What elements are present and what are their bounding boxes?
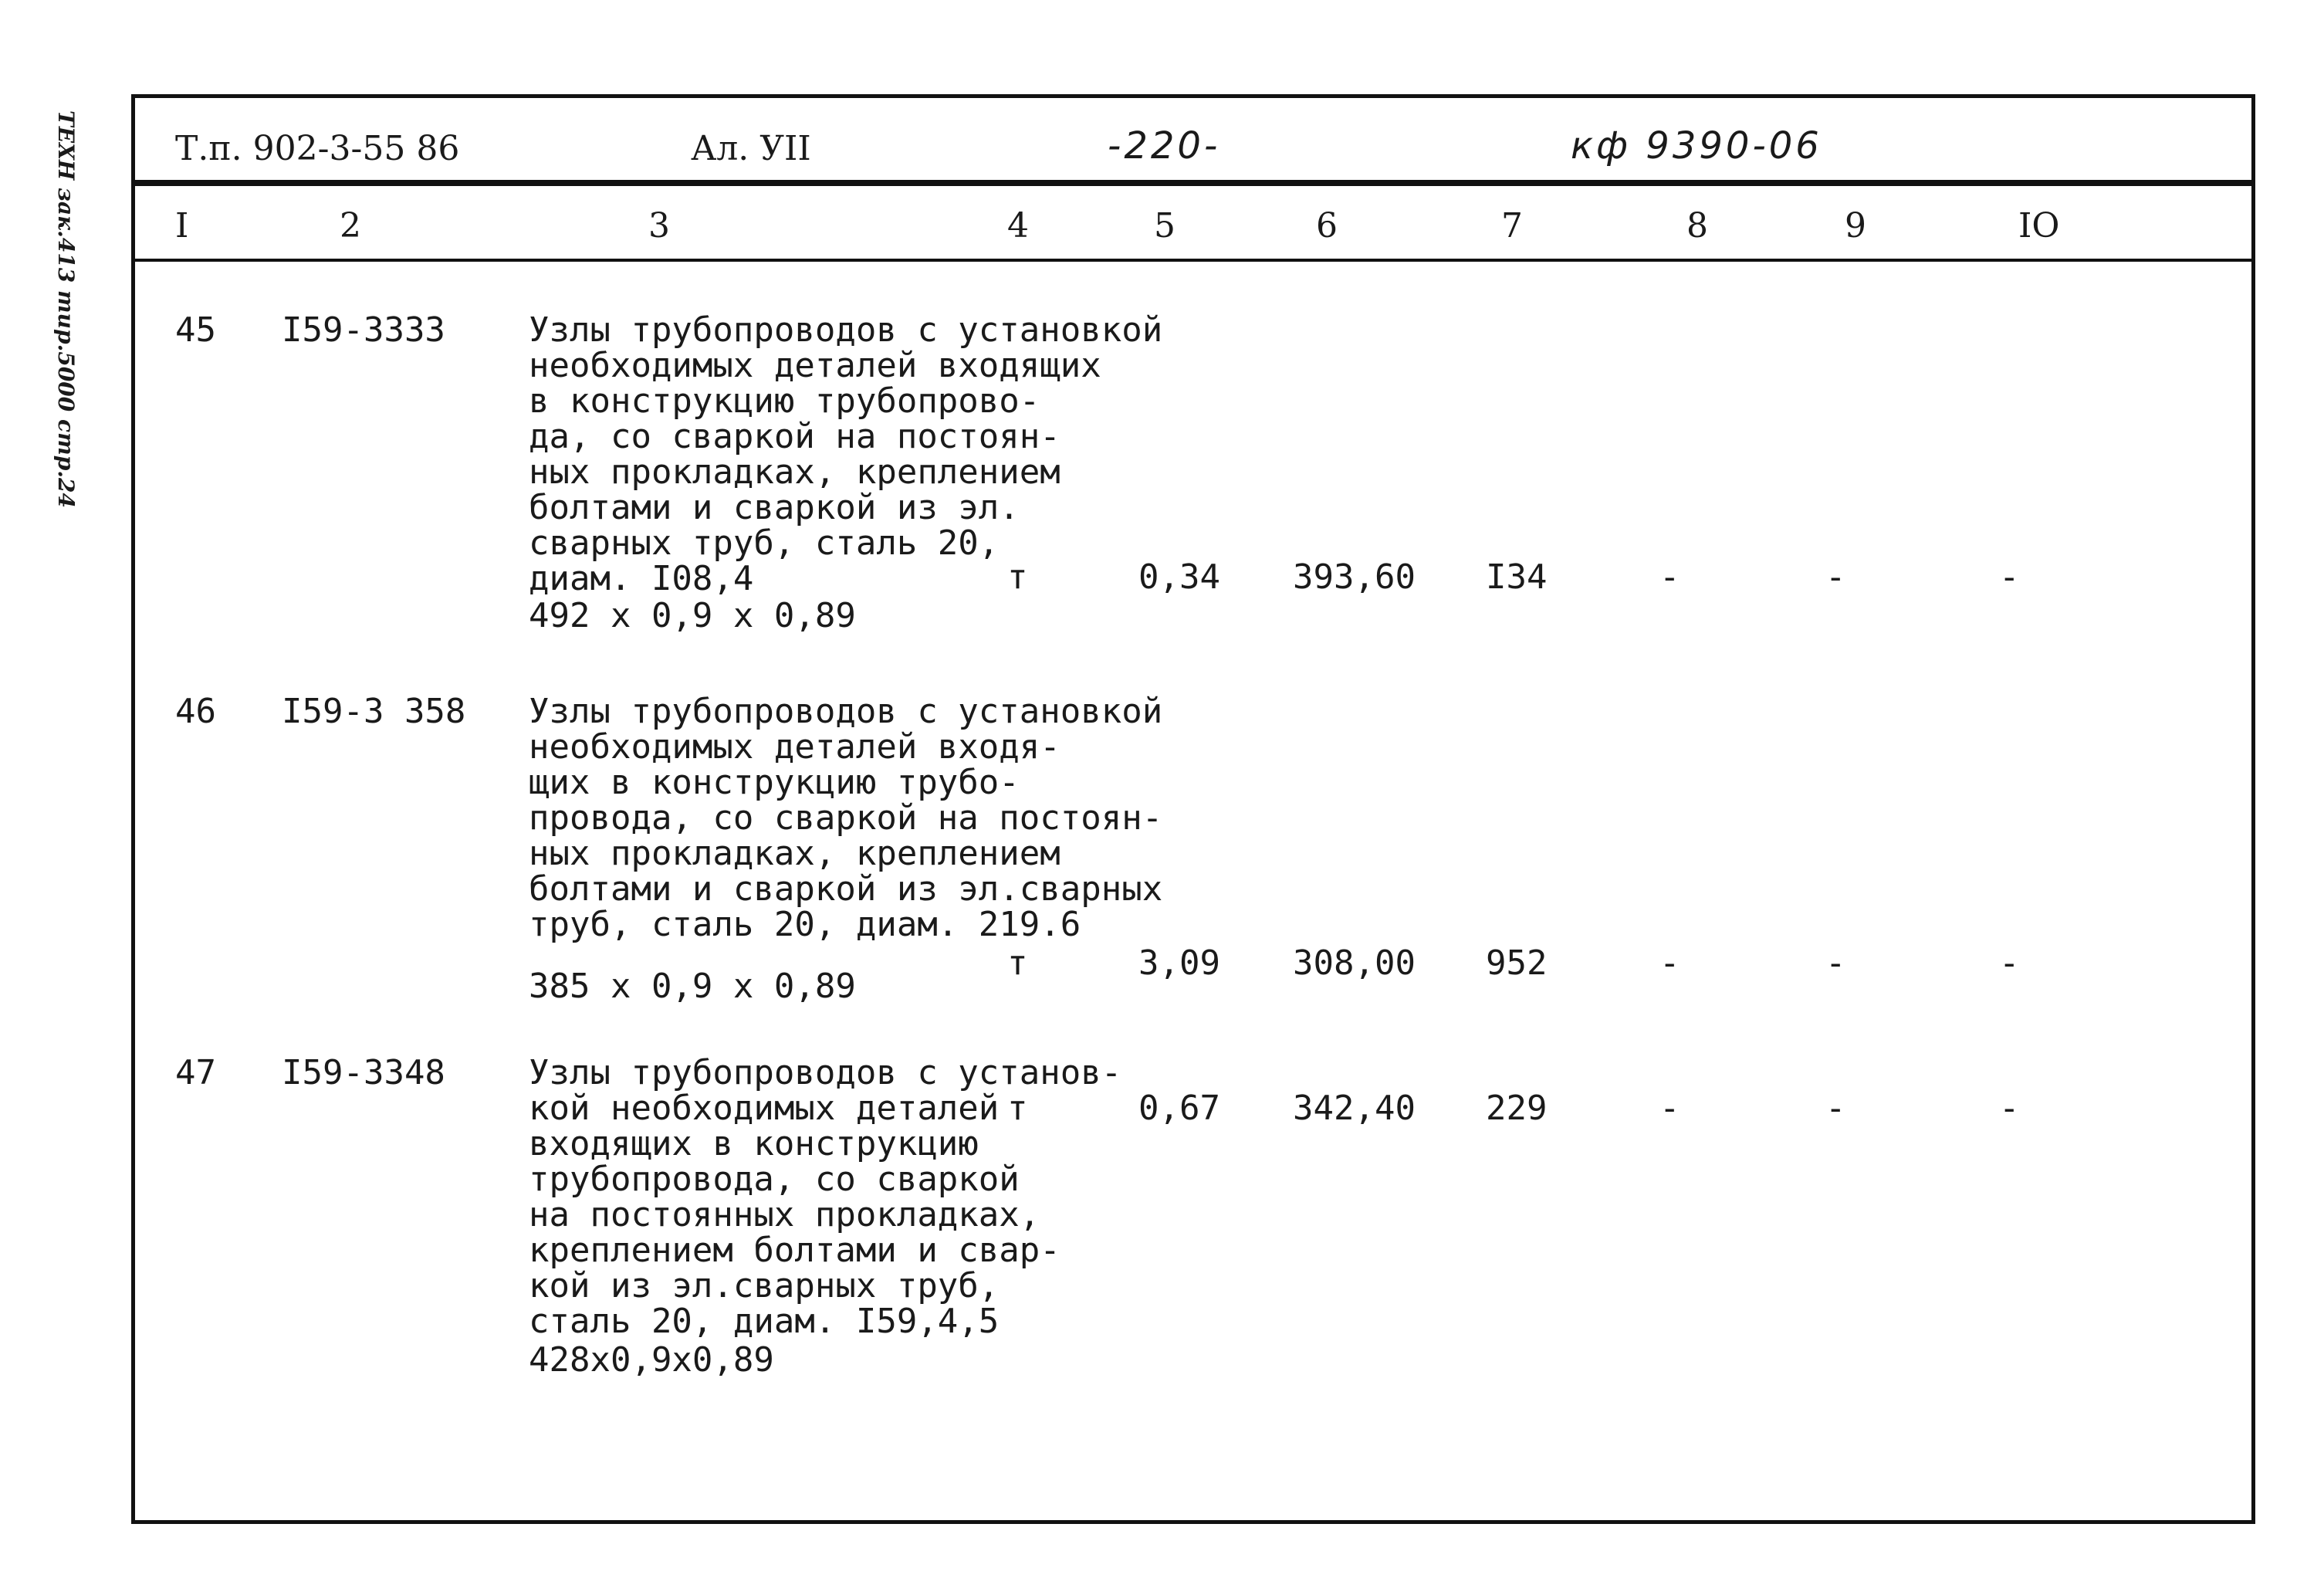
row-unit: т — [1007, 943, 1028, 983]
column-number: 6 — [1316, 206, 1338, 246]
column-number: 3 — [648, 206, 670, 246]
row-col8: - — [1659, 943, 1680, 983]
row-code: I59-3348 — [282, 1053, 445, 1092]
column-number: 5 — [1154, 206, 1176, 246]
row-unit: т — [1007, 557, 1028, 597]
document-frame — [131, 94, 2255, 1524]
row-col9: - — [1825, 943, 1846, 983]
row-col10: - — [1999, 557, 2020, 597]
column-number: 4 — [1007, 206, 1029, 246]
row-dimensions: 385 х 0,9 х 0,89 — [529, 967, 856, 1006]
row-number: 47 — [175, 1053, 216, 1092]
row-col9: - — [1825, 1089, 1846, 1128]
row-description: Узлы трубопроводов с установкой необходимых деталей входящих в конструкцию трубопрово- да, со сваркой на постоян- ных прокладках, креплением болтами и сваркой из эл. сварных труб, сталь 20, диам. I08,4 — [529, 310, 1163, 598]
document-code: кф 9390-06 — [1571, 124, 1822, 168]
row-number: 46 — [175, 692, 216, 731]
column-number: 2 — [340, 206, 361, 246]
column-number: I — [175, 206, 189, 246]
row-description: Узлы трубопроводов с установкой необходимых деталей входя- щих в конструкцию трубо- провода, со сваркой на постоян- ных прокладках, креплением болтами и сваркой из эл.сварных труб, сталь 20, диам. 219.6 — [529, 692, 1163, 944]
row-total: I34 — [1486, 557, 1548, 597]
row-dimensions: 428х0,9х0,89 — [529, 1340, 774, 1380]
project-number: Т.п. 902-3-55 86 — [175, 129, 460, 168]
column-number: 9 — [1845, 206, 1866, 246]
row-unit: т — [1007, 1089, 1028, 1128]
margin-print-note-text: ТЕХН зак.413 тир.5000 стр.24 — [52, 110, 79, 508]
column-number: 8 — [1686, 206, 1708, 246]
row-total: 952 — [1486, 943, 1548, 983]
row-col10: - — [1999, 943, 2020, 983]
page-number: -220- — [1108, 124, 1221, 168]
header-bar — [135, 98, 2251, 186]
row-col10: - — [1999, 1089, 2020, 1128]
row-code: I59-3333 — [282, 310, 445, 350]
column-number: IO — [2018, 206, 2060, 246]
row-code: I59-3 358 — [282, 692, 466, 731]
row-quantity: 0,67 — [1138, 1089, 1220, 1128]
row-quantity: 0,34 — [1138, 557, 1220, 597]
row-total: 229 — [1486, 1089, 1548, 1128]
album-number: Ал. УII — [691, 129, 811, 168]
row-quantity: 3,09 — [1138, 943, 1220, 983]
column-number-row — [135, 186, 2251, 262]
row-col8: - — [1659, 557, 1680, 597]
row-number: 45 — [175, 310, 216, 350]
row-dimensions: 492 х 0,9 х 0,89 — [529, 596, 856, 635]
margin-print-note — [31, 108, 100, 510]
row-col9: - — [1825, 557, 1846, 597]
row-price: 342,40 — [1293, 1089, 1416, 1128]
row-price: 308,00 — [1293, 943, 1416, 983]
row-price: 393,60 — [1293, 557, 1416, 597]
row-description: Узлы трубопроводов с установ- кой необходимых деталей входящих в конструкцию трубопровода, со сваркой на постоянных прокладках, креплением болтами и свар- кой из эл.сварных труб, сталь 20, диам. I59,4,5 — [529, 1053, 1122, 1341]
row-col8: - — [1659, 1089, 1680, 1128]
column-number: 7 — [1501, 206, 1523, 246]
